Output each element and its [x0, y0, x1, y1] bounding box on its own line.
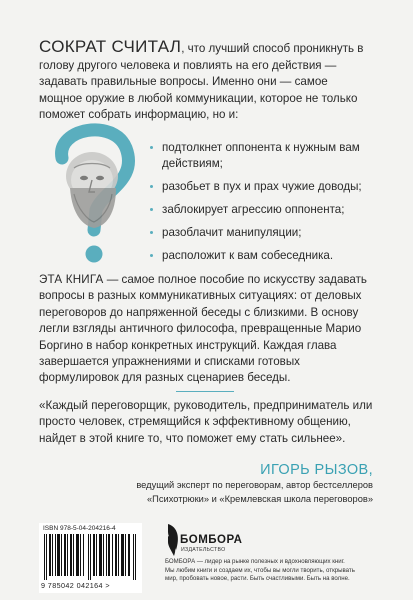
book-lead: ЭТА КНИГА [39, 273, 104, 286]
intro-paragraph [39, 39, 371, 124]
barcode-digits: 9 785042 042164 > [41, 581, 110, 590]
list-item: разоблачит манипуляции; [150, 225, 382, 241]
list-item: подтолкнет оппонента к нужным вам действиям; [150, 140, 382, 172]
publisher-line: БОМБОРА — лидер на рынке полезных и вдохновляющих книг. [165, 558, 345, 565]
socrates-question-mark-image [44, 118, 144, 268]
barcode-block [39, 523, 142, 593]
barcode-image [44, 534, 137, 580]
review-quote: «Каждый переговорщик, руководитель, предприниматель или просто человек, стремящийся к эффективному общению, найдет в этой книге то, что поможет ему стать сильнее». [39, 399, 373, 445]
socrates-bust [66, 152, 118, 228]
quote-author: ИГОРЬ РЫЗОВ, [260, 462, 373, 478]
author-desc-line: ведущий эксперт по переговорам, автор бестселлеров [136, 480, 373, 490]
benefits-list [150, 140, 382, 264]
intro-text: , что лучший способ проникнуть в голову другого человека и повлиять на его действия — задавать правильные вопросы. Именно они — самое мощное оружие в любой коммуникации, которое не только поможет собрать информацию, но и: [39, 42, 364, 121]
publisher-line: мир, пробовать новое, расти. Быть счастливыми. Быть на волне. [165, 575, 350, 583]
quote-author-description [43, 479, 373, 506]
list-item: расположит к вам собеседника. [150, 248, 382, 264]
publisher-line: Мы любим книги и создаем их, чтобы вы могли творить, открывать [165, 566, 355, 574]
list-item: разобьет в пух и прах чужие доводы; [150, 179, 382, 195]
book-text: — самое полное пособие по искусству задавать вопросы в разных коммуникативных ситуациях: от деловых переговоров до напряженной беседы с близкими. В основу легли взгляды античного философа, превращенные Марио Боргино в набор конкретных инструкций. Каждая глава завершается упражнениями и списками готовых формулировок для разных сценариев беседы. [39, 273, 367, 385]
section-divider [176, 391, 234, 392]
publisher-subtitle: ИЗДАТЕЛЬСТВО [181, 547, 226, 553]
author-desc-line: «Психотрюки» и «Кремлевская школа переговоров» [147, 493, 373, 504]
publisher-name: БОМБОРА [180, 534, 243, 546]
list-item: заблокирует агрессию оппонента; [150, 202, 382, 218]
book-description [39, 272, 375, 387]
isbn-label: ISBN 978-5-04-204216-4 [43, 525, 116, 532]
publisher-blurb [165, 558, 385, 584]
intro-lead: СОКРАТ СЧИТАЛ [39, 37, 182, 56]
question-mark-dot [86, 246, 103, 263]
